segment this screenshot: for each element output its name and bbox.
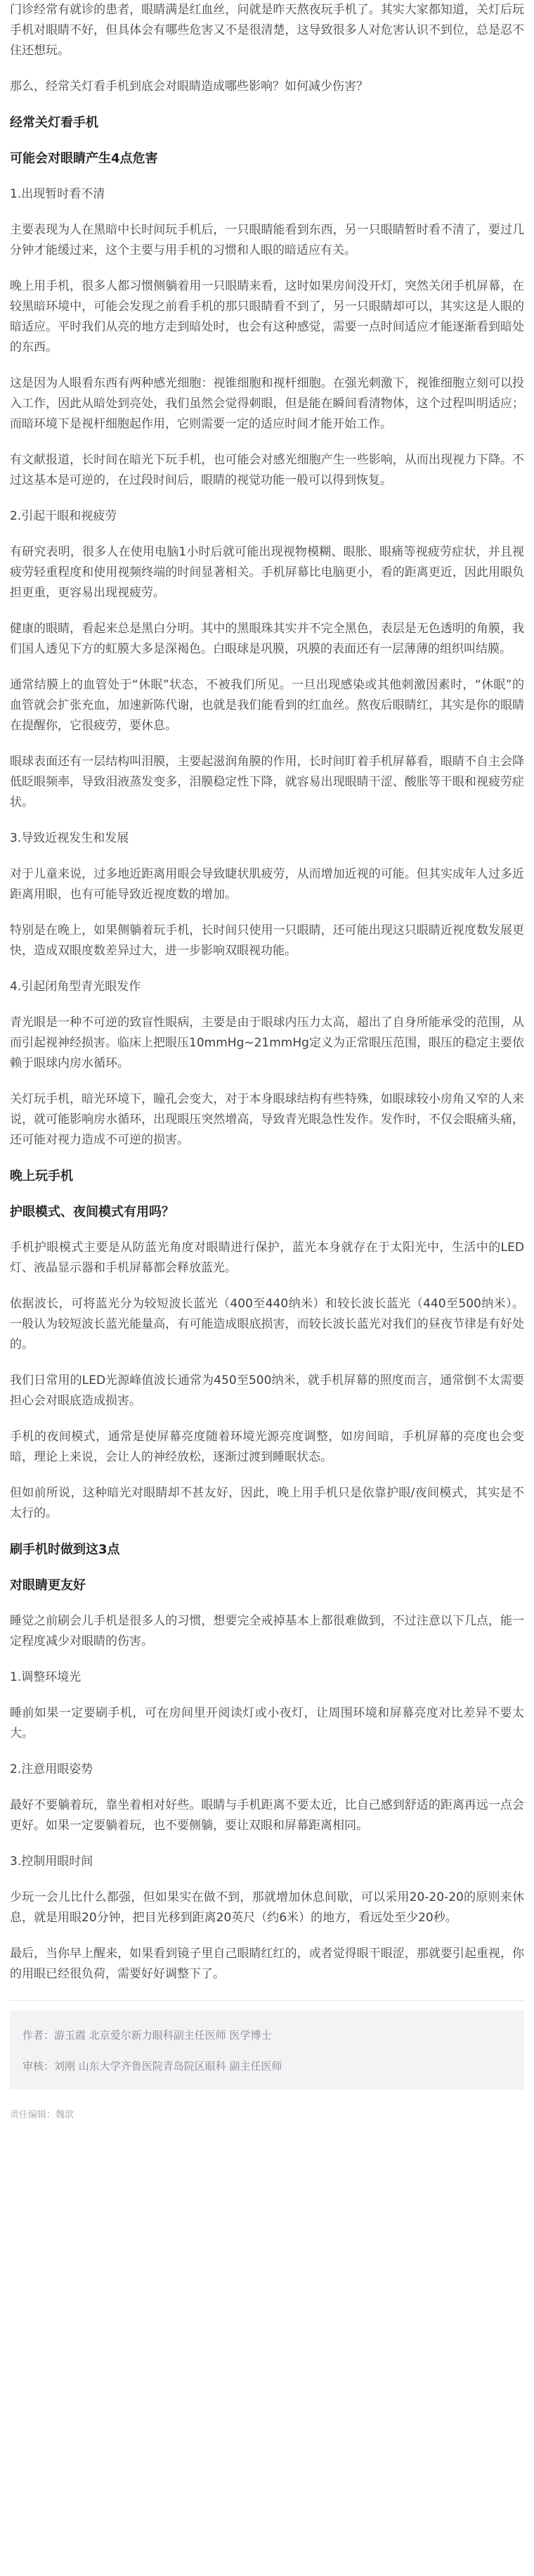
body-paragraph: 少玩一会儿比什么都强，但如果实在做不到，那就增加休息间歇，可以采用20-20-20的原则来休息，就是用眼20分钟，把目光移到距离20英尺（约6米）的地方，看远处至少20秒。: [10, 1890, 524, 1925]
intro-paragraph: 那么，经常关灯看手机到底会对眼睛造成哪些影响？如何减少伤害？: [10, 79, 368, 94]
section-subtitle: 可能会对眼睛产生4点危害: [10, 151, 158, 166]
body-paragraph: 主要表现为人在黑暗中长时间玩手机后，一只眼睛能看到东西，另一只眼睛暂时看不清了，要过几分钟才能缓过来，这个主要与用手机的习惯和人眼的暗适应有关。: [10, 223, 524, 257]
divider: [10, 2000, 524, 2001]
section-title: 经常关灯看手机: [10, 115, 98, 130]
item-heading: 1.出现暂时看不清: [10, 187, 105, 201]
item-heading: 1.调整环境光: [10, 1670, 82, 1684]
author-line: 作者：游玉霞 北京爱尔新力眼科副主任医师 医学博士: [22, 2029, 272, 2042]
body-paragraph: 手机护眼模式主要是从防蓝光角度对眼睛进行保护，蓝光本身就存在于太阳光中，生活中的LED灯、液晶显示器和手机屏幕都会释放蓝光。: [10, 1241, 524, 1275]
body-paragraph: 手机的夜间模式，通常是使屏幕亮度随着环境光源亮度调整，如房间暗，手机屏幕的亮度也会变暗，理论上来说，会让人的神经放松，逐渐过渡到睡眠状态。: [10, 1430, 524, 1464]
body-paragraph: 关灯玩手机，暗光环境下，瞳孔会变大，对于本身眼球结构有些特殊，如眼球较小房角又窄的人来说，就可能影响房水循环，出现眼压突然增高，导致青光眼急性发作。发作时，不仅会眼痛头痛，还可能对视力造成不可逆的损害。: [10, 1092, 524, 1147]
section-subtitle: 对眼睛更友好: [10, 1578, 86, 1593]
body-paragraph: 晚上用手机，很多人都习惯侧躺着用一只眼睛来看，这时如果房间没开灯，突然关闭手机屏幕，在较黑暗环境中，可能会发现之前看手机的那只眼睛看不到了，另一只眼睛却可以，其实这是人眼的暗适应。平时我们从亮的地方走到暗处时，也会有这种感觉，需要一点时间适应才能逐渐看到暗处的东西。: [10, 279, 524, 354]
section-title: 晚上玩手机: [10, 1169, 73, 1184]
reviewer-line: 审核：刘刚 山东大学齐鲁医院青岛院区眼科 副主任医师: [22, 2060, 282, 2072]
body-paragraph: 通常结膜上的血管处于“休眠”状态，不被我们所见。一旦出现感染或其他刺激因素时，“休眠”的血管就会扩张充血，加速新陈代谢，也就是我们能看到的红血丝。熬夜后眼睛红，其实是你的眼睛在提醒你，它很疲劳，要休息。: [10, 678, 524, 733]
body-paragraph: 睡觉之前刷会儿手机是很多人的习惯，想要完全戒掉基本上都很难做到，不过注意以下几点，能一定程度减少对眼睛的伤害。: [10, 1614, 524, 1648]
editor-line: 责任编辑：魏歆: [10, 2110, 74, 2120]
item-heading: 3.控制用眼时间: [10, 1854, 93, 1869]
intro-paragraph: 门诊经常有就诊的患者，眼睛满是红血丝，问就是昨天熬夜玩手机了。其实大家都知道，关灯后玩手机对眼睛不好，但具体会有哪些危害又不是很清楚，这导致很多人对危害认识不到位，总是忍不住还想玩。: [10, 3, 524, 58]
item-heading: 4.引起闭角型青光眼发作: [10, 980, 141, 994]
section-subtitle: 护眼模式、夜间模式有用吗？: [10, 1205, 174, 1219]
section-title: 刷手机时做到这3点: [10, 1542, 120, 1557]
body-paragraph: 但如前所说，这种暗光对眼睛却不甚友好，因此，晚上用手机只是依靠护眼/夜间模式，其实是不太行的。: [10, 1486, 524, 1520]
item-heading: 2.注意用眼姿势: [10, 1762, 93, 1776]
body-paragraph: 对于儿童来说，过多地近距离用眼会导致睫状肌疲劳，从而增加近视的可能。但其实成年人过多近距离用眼，也有可能导致近视度数的增加。: [10, 867, 524, 902]
body-paragraph: 特别是在晚上，如果侧躺着玩手机，长时间只使用一只眼睛，还可能出现这只眼睛近视度数发展更快，造成双眼度数差异过大，进一步影响双眼视功能。: [10, 923, 524, 958]
body-paragraph: 青光眼是一种不可逆的致盲性眼病，主要是由于眼球内压力太高，超出了自身所能承受的范围，从而引起视神经损害。临床上把眼压10mmHg~21mmHg定义为正常眼压范围，眼压的稳定主要依赖于眼球内房水循环。: [10, 1015, 524, 1070]
closing-paragraph: 最后，当你早上醒来，如果看到镜子里自己眼睛红红的，或者觉得眼干眼涩，那就要引起重视，你的用眼已经很负荷，需要好好调整下了。: [10, 1947, 524, 1981]
body-paragraph: 依据波长，可将蓝光分为较短波长蓝光（400至440纳米）和较长波长蓝光（440至500纳米）。一般认为较短波长蓝光能量高，有可能造成眼底损害，而较长波长蓝光对我们的昼夜节律是有好处的。: [10, 1297, 524, 1352]
body-paragraph: 有文献报道，长时间在暗光下玩手机，也可能会对感光细胞产生一些影响，从而出现视力下降。不过这基本是可逆的，在过段时间后，眼睛的视觉功能一般可以得到恢复。: [10, 453, 524, 487]
body-paragraph: 健康的眼睛，看起来总是黑白分明。其中的黑眼珠其实并不完全黑色，表层是无色透明的角膜，我们国人透见下方的虹膜大多是深褐色。白眼球是巩膜，巩膜的表面还有一层薄薄的组织叫结膜。: [10, 622, 524, 656]
body-paragraph: 睡前如果一定要刷手机，可在房间里开阅读灯或小夜灯，让周围环境和屏幕亮度对比差异不要太大。: [10, 1706, 524, 1741]
item-heading: 3.导致近视发生和发展: [10, 831, 129, 845]
body-paragraph: 最好不要躺着玩，靠坐着相对好些。眼睛与手机距离不要太近，比自己感到舒适的距离再远一点会更好。如果一定要躺着玩，也不要侧躺，要让双眼和屏幕距离相同。: [10, 1798, 524, 1833]
body-paragraph: 我们日常用的LED光源峰值波长通常为450至500纳米，就手机屏幕的照度而言，通常倒不太需要担心会对眼底造成损害。: [10, 1373, 524, 1408]
body-paragraph: 眼球表面还有一层结构叫泪膜，主要起滋润角膜的作用，长时间盯着手机屏幕看，眼睛不自主会降低眨眼频率，导致泪液蒸发变多，泪膜稳定性下降，就容易出现眼睛干涩、酸胀等干眼和视疲劳症状。: [10, 755, 524, 809]
author-box: [10, 2011, 524, 2089]
body-paragraph: 有研究表明，很多人在使用电脑1小时后就可能出现视物模糊、眼胀、眼痛等视疲劳症状，并且视疲劳轻重程度和使用视频终端的时间显著相关。手机屏幕比电脑更小，看的距离更近，因此用眼负担更重，更容易出现视疲劳。: [10, 545, 524, 600]
body-paragraph: 这是因为人眼看东西有两种感光细胞：视锥细胞和视杆细胞。在强光刺激下，视锥细胞立刻可以投入工作，因此从暗处到亮处，我们虽然会觉得刺眼，但是能在瞬间看清物体，这个过程叫明适应；而暗环境下是视杆细胞起作用，它则需要一定的适应时间才能开始工作。: [10, 376, 524, 431]
item-heading: 2.引起干眼和视疲劳: [10, 509, 117, 523]
